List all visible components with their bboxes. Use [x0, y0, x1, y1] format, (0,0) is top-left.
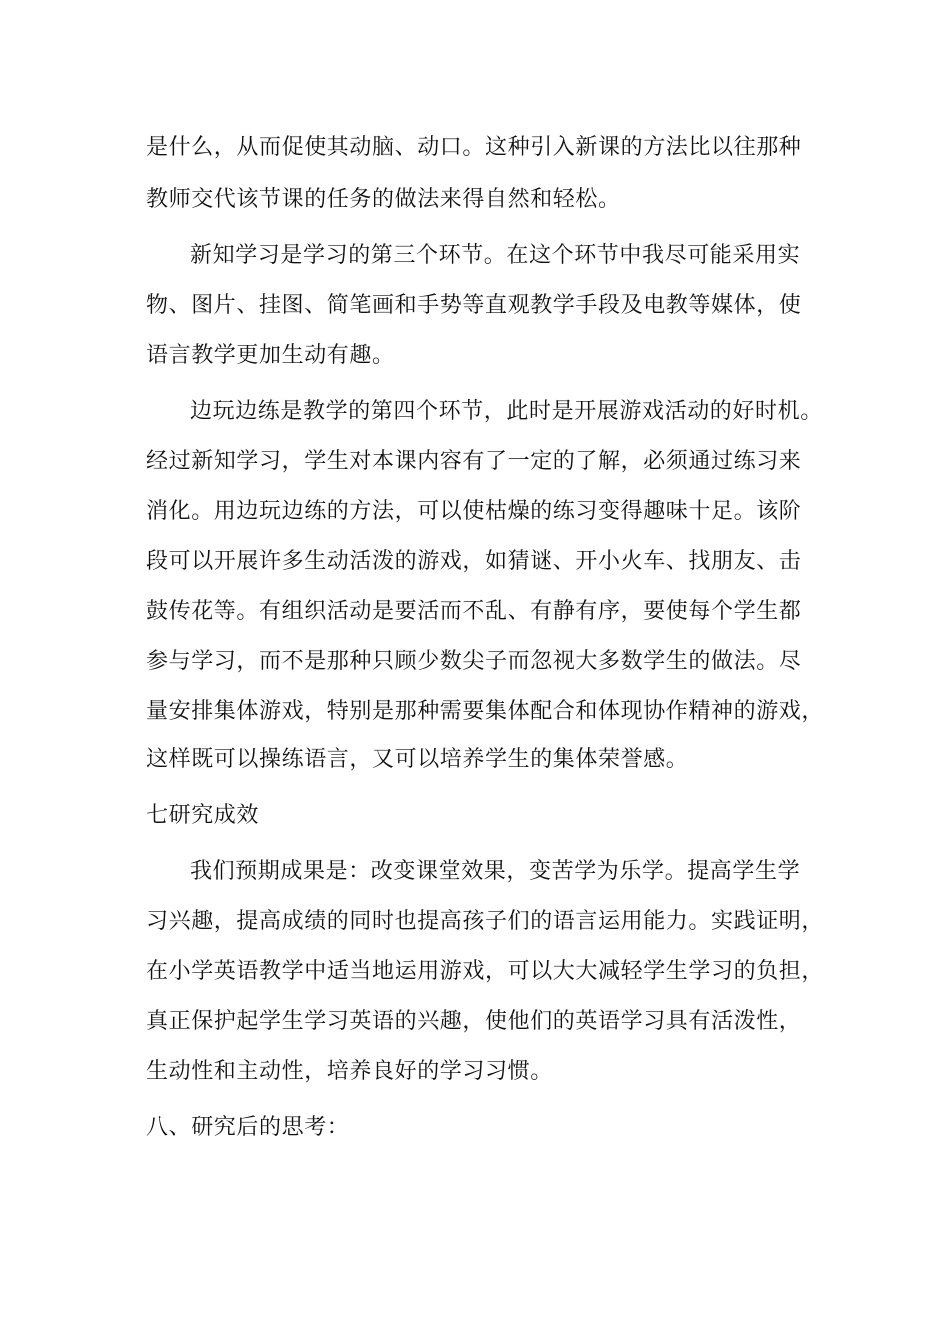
paragraph-3-line-1: 边玩边练是教学的第四个环节，此时是开展游戏活动的好时机。	[190, 399, 823, 424]
section-heading-7: 七研究成效	[146, 803, 260, 828]
paragraph-3-line-3: 消化。用边玩边练的方法，可以使枯燥的练习变得趣味十足。该阶	[146, 499, 802, 524]
paragraph-2-line-3: 语言教学更加生动有趣。	[146, 343, 395, 368]
paragraph-3-line-8: 这样既可以操练语言，又可以培养学生的集体荣誉感。	[146, 747, 689, 772]
paragraph-1-line-1: 是什么，从而促使其动脑、动口。这种引入新课的方法比以往那种	[146, 135, 802, 160]
paragraph-4-line-4: 真正保护起学生学习英语的兴趣，使他们的英语学习具有活泼性，	[146, 1009, 802, 1034]
paragraph-4-line-5: 生动性和主动性，培养良好的学习习惯。	[146, 1059, 553, 1084]
paragraph-4-line-3: 在小学英语教学中适当地运用游戏，可以大大减轻学生学习的负担，	[146, 959, 825, 984]
paragraph-4-line-1: 我们预期成果是：改变课堂效果，变苦学为乐学。提高学生学	[190, 859, 801, 884]
paragraph-3-line-6: 参与学习，而不是那种只顾少数尖子而忽视大多数学生的做法。尽	[146, 649, 802, 674]
section-heading-8: 八、研究后的思考：	[146, 1115, 350, 1140]
paragraph-3-line-2: 经过新知学习，学生对本课内容有了一定的了解，必须通过练习来	[146, 449, 802, 474]
paragraph-2-line-1: 新知学习是学习的第三个环节。在这个环节中我尽可能采用实	[190, 243, 801, 268]
paragraph-3-line-4: 段可以开展许多生动活泼的游戏，如猜谜、开小火车、找朋友、击	[146, 549, 802, 574]
paragraph-3-line-5: 鼓传花等。有组织活动是要活而不乱、有静有序，要使每个学生都	[146, 599, 802, 624]
paragraph-4-line-2: 习兴趣，提高成绩的同时也提高孩子们的语言运用能力。实践证明，	[146, 909, 825, 934]
paragraph-2-line-2: 物、图片、挂图、简笔画和手势等直观教学手段及电教等媒体，使	[146, 293, 802, 318]
paragraph-1-line-2: 教师交代该节课的任务的做法来得自然和轻松。	[146, 187, 621, 212]
paragraph-3-line-7: 量安排集体游戏，特别是那种需要集体配合和体现协作精神的游戏，	[146, 699, 825, 724]
